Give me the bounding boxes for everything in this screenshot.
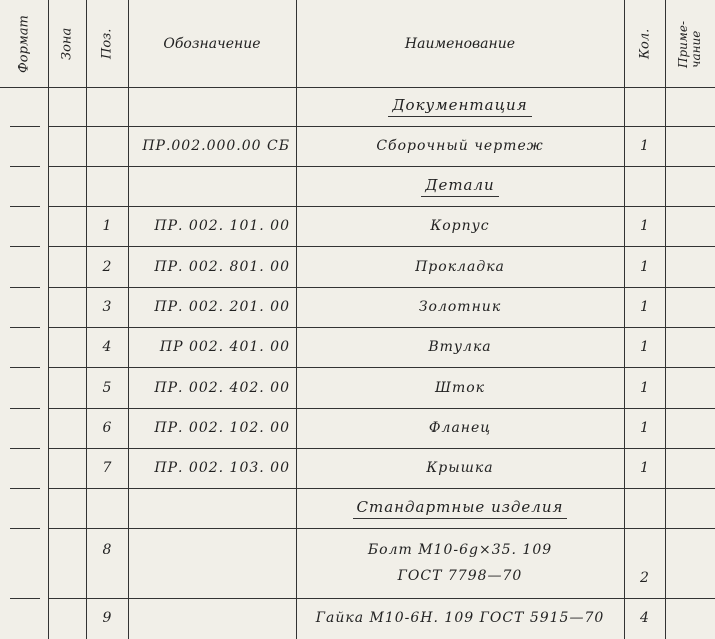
row-tick [10,246,40,247]
row-line [48,528,715,529]
row-quantity: 1 [640,138,649,154]
header-name: Наименование [404,36,516,52]
row-designation: ПР. 002. 103. 00 [154,460,290,476]
row-position: 3 [102,299,112,315]
row-quantity: 1 [640,339,649,355]
row-name: Гайка М10-6Н. 109 ГОСТ 5915—70 [315,610,605,626]
row-designation: ПР.002.000.00 СБ [142,138,290,154]
header-position: Поз. [99,28,115,60]
row-name: Втулка [428,339,492,355]
section-standard-items [296,488,624,528]
header-note [667,4,713,84]
row-name: Золотник [418,299,502,315]
row-name: Корпус [430,218,490,234]
header-format: Формат [16,15,32,73]
row-tick [10,327,40,328]
row-name: Фланец [428,420,492,436]
section-documentation-label: Документация [388,96,531,117]
row-position: 5 [102,379,112,396]
row-tick [10,287,40,288]
header-note-line2: чание [689,30,703,68]
row-designation: ПР. 002. 201. 00 [154,299,290,315]
row-name: Крышка [426,460,494,476]
row-name: Сборочный чертеж [376,138,544,154]
row-designation: ПР. 002. 101. 00 [154,218,290,234]
row-designation: ПР. 002. 402. 00 [154,379,290,396]
row-line [48,598,715,599]
row-position: 4 [102,339,112,355]
row-position: 9 [102,610,112,626]
column-divider [48,0,49,639]
row-tick [10,367,40,368]
row-tick [10,408,40,409]
row-tick [10,448,40,449]
row-tick [10,488,40,489]
section-standard-label: Стандартные изделия [353,498,568,519]
row-quantity: 1 [640,379,649,396]
row-name: Прокладка [415,258,505,275]
row-designation: ПР 002. 401. 00 [159,339,290,355]
row-position: 6 [102,420,112,436]
row-tick [10,598,40,599]
row-tick [10,528,40,529]
row-quantity: 1 [640,299,649,315]
row-designation: ПР. 002. 801. 00 [154,258,290,275]
header-zone: Зона [59,27,75,61]
row-quantity: 1 [640,218,649,234]
section-parts-label: Детали [421,176,498,197]
row-position: 7 [102,460,112,476]
row-tick [10,126,40,127]
row-quantity: 1 [640,420,649,436]
header-designation: Обозначение [163,36,261,52]
row-position: 2 [102,258,112,275]
column-divider [665,0,666,639]
row-quantity: 1 [640,460,649,476]
row-quantity: 4 [640,610,649,626]
header-note-line1: Приме- [676,20,690,68]
header-quantity: Кол. [637,28,653,60]
row-position: 8 [102,542,112,558]
row-designation: ПР. 002. 102. 00 [154,420,290,436]
section-parts [296,166,624,206]
row-name: Шток [434,379,486,396]
row-name-line2: ГОСТ 7798—70 [397,568,523,584]
row-tick [10,166,40,167]
row-quantity: 2 [640,570,649,586]
row-tick [10,206,40,207]
row-name-line1: Болт М10-6g×35. 109 [367,542,553,558]
row-quantity: 1 [640,258,649,275]
row-position: 1 [102,218,112,234]
section-documentation [296,87,624,126]
